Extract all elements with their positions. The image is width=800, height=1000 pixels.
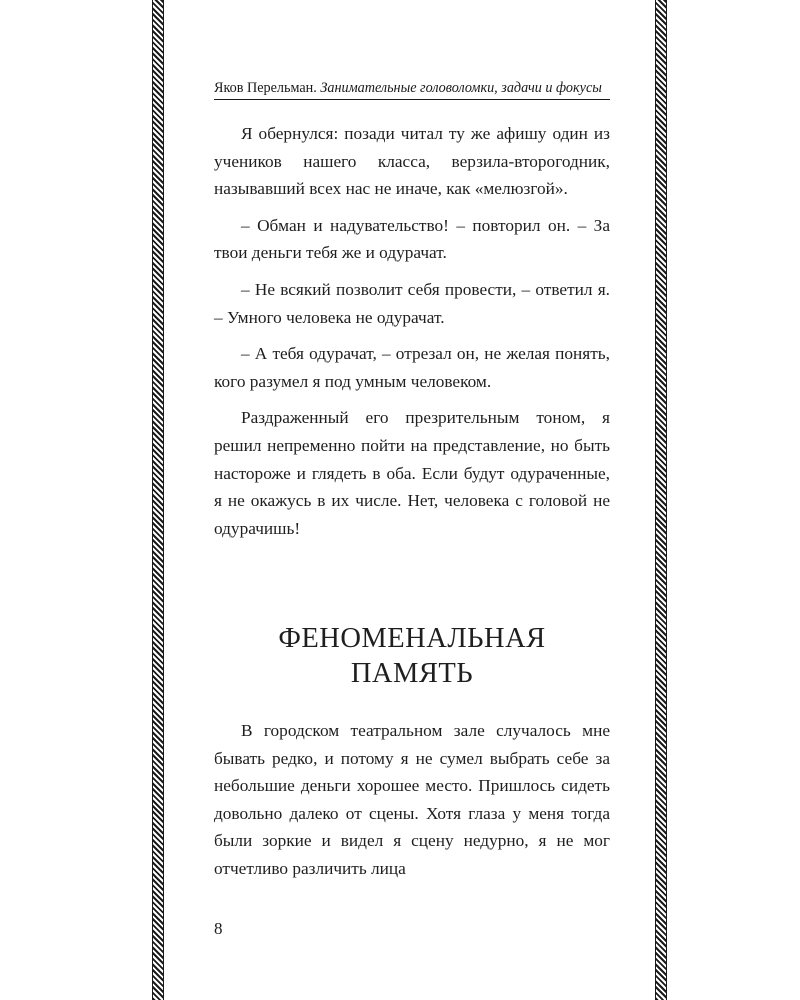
running-head [214, 79, 610, 97]
paragraph: – А тебя одурачат, – отрезал он, не желая понять, кого разумел я под умным человеком. [214, 344, 610, 391]
page-number: 8 [214, 919, 223, 938]
paragraph: – Не всякий позволит себя провести, – ответил я. – Умного человека не одурачат. [214, 279, 610, 327]
paragraph: Раздраженный его презрительным тоном, я решил непременно пойти на представление, но быть настороже и глядеть в оба. Если будут одураченные, я не окажусь в их числе. Нет, человека с головой не одурачишь! [214, 408, 610, 538]
text-block-top [214, 120, 610, 551]
section-heading [214, 621, 610, 691]
paragraph: Я обернулся: позади читал ту же афишу один из учеников нашего класса, верзила-второгодник, называвший всех нас не иначе, как «мелюзгой». [214, 124, 610, 199]
text-block-bottom [214, 717, 610, 892]
running-head-author: Яков Перельман. [214, 80, 317, 96]
paragraph: В городском театральном зале случалось мне бывать редко, и потому я не сумел выбрать себе за небольшие деньги хорошее место. Пришлось сидеть довольно далеко от сцены. Хотя глаза у меня тогда были зоркие и видел я сцену недурно, я не мог отчетливо различить лица [214, 721, 610, 878]
running-head-title: Занимательные головоломки, задачи и фокусы [320, 80, 602, 96]
section-heading-line-2: ПАМЯТЬ [350, 658, 474, 689]
section-heading-line-1: ФЕНОМЕНАЛЬНАЯ [278, 623, 546, 654]
paragraph: – Обман и надувательство! – повторил он. – За твои деньги тебя же и одурачат. [214, 215, 610, 263]
left-rope-border [152, 0, 164, 1000]
right-rope-border [655, 0, 667, 1000]
header-rule [214, 99, 610, 100]
